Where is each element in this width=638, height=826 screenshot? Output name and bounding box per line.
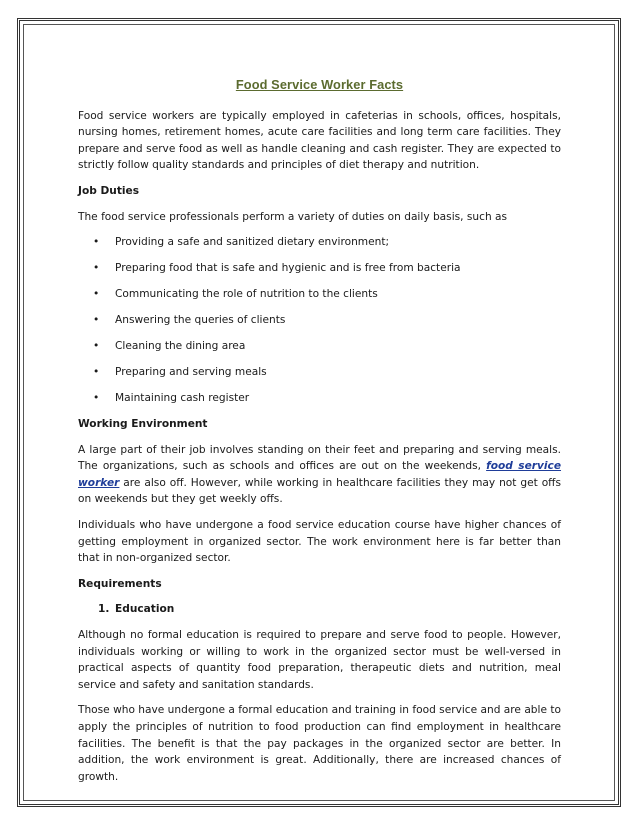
list-item: • Maintaining cash register [78,390,561,407]
education-paragraph-2: Those who have undergone a formal education and training in food service and are able to apply the principles of nutrition to food production can find employment in healthcare facilities. The benefit is that the pay packages in the organized sector are better. In addition, the work environment is great. Additionally, there are increased chances of growth. [78,704,561,783]
list-item: • Providing a safe and sanitized dietary environment; [78,234,561,251]
document-title: Food Service Worker Facts [235,77,404,92]
bullet-icon: • [93,366,100,379]
bullet-icon: • [93,314,100,327]
working-environment-paragraph-2: Individuals who have undergone a food service education course have higher chances of getting employment in organized sector. The work environment here is far better than that in non-organized sector. [78,519,561,565]
list-item: • Communicating the role of nutrition to the clients [78,286,561,303]
food-service-worker-link[interactable]: food service worker [78,460,562,489]
bullet-icon: • [93,392,100,405]
document-body [78,77,561,794]
job-duties-lead: The food service professionals perform a variety of duties on daily basis, such as [78,210,508,223]
list-item: • Answering the queries of clients [78,312,561,329]
education-subheading [78,601,561,618]
list-item: • Cleaning the dining area [78,338,561,355]
list-item: • Preparing food that is safe and hygienic and is free from bacteria [78,260,561,277]
education-label: Education [115,603,175,616]
education-paragraph-1: Although no formal education is required to prepare and serve food to people. However, individuals working or willing to work in the organized sector must be well-versed in practical aspects of quantity food preparation, therapeutic diets and nutrition, meal service and safety and sanitation standards. [78,628,561,691]
requirements-heading: Requirements [78,577,162,590]
job-duties-heading: Job Duties [78,184,140,197]
education-number: 1. [98,603,110,616]
bullet-icon: • [93,340,100,353]
bullet-icon: • [93,236,100,249]
bullet-icon: • [93,262,100,275]
working-environment-heading: Working Environment [78,418,208,431]
intro-paragraph: Food service workers are typically employed in cafeterias in schools, offices, hospitals, nursing homes, retirement homes, acute care facilities and long term care facilities. They prepare and serve food as well as handle cleaning and cash register. They are expected to strictly follow quality standards and principles of diet therapy and nutrition. [78,109,561,172]
list-item: • Preparing and serving meals [78,364,561,381]
job-duties-list [78,234,561,407]
working-environment-paragraph-1: A large part of their job involves standing on their feet and preparing and serving meals. The organizations, such as schools and offices are out on the weekends, food service worker are also off. However, while working in healthcare facilities they may not get offs on weekends but they get weekly offs. [78,443,562,506]
bullet-icon: • [93,288,100,301]
